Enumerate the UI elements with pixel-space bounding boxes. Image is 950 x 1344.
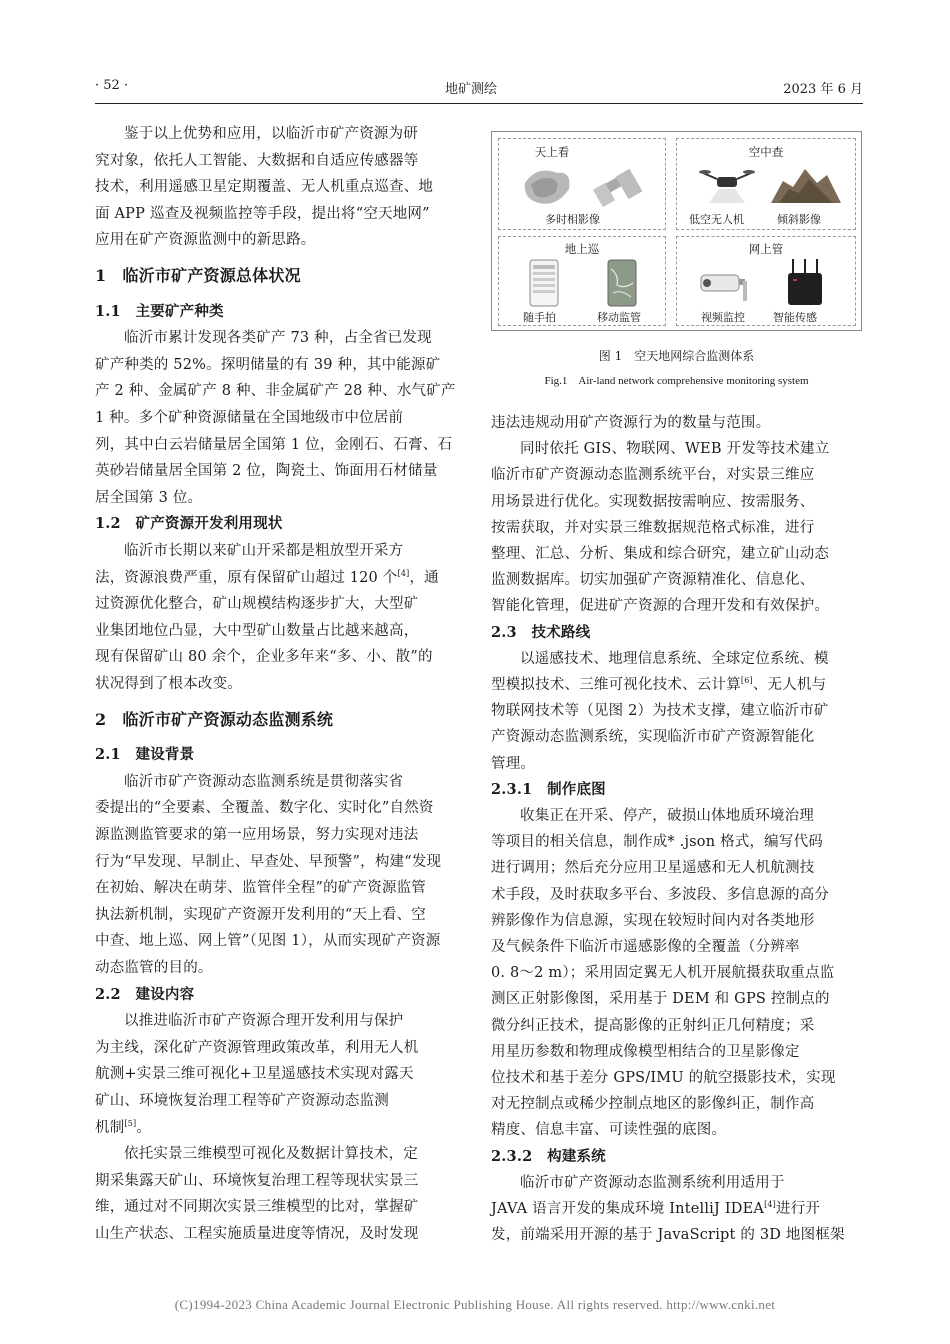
text-line [95, 202, 430, 223]
line-text: 中查、地上巡、网上管”（见图 1），从而实现矿产资源 [95, 933, 441, 950]
text-line [520, 437, 829, 458]
line-text: 进行调用；然后充分应用卫星遥感和无人机航测技 [491, 860, 815, 877]
text-line [491, 752, 535, 773]
line-text: 期采集露天矿山、环境恢复治理工程等现状实景三 [95, 1172, 419, 1189]
header-rule [95, 103, 863, 104]
section-heading [95, 743, 194, 764]
panel-label: 倾斜影像 [777, 213, 821, 226]
figure-1 [491, 131, 862, 331]
section-heading [95, 512, 283, 533]
line-text: 过资源优化整合，矿山规模结构逐步扩大，大型矿 [95, 596, 419, 613]
text-line [95, 1089, 389, 1110]
text-line [520, 1171, 785, 1192]
line-text: 术手段，及时获取多平台、多波段、多信息源的高分 [491, 886, 830, 903]
line-text: 辨影像作为信息源，实现在较短时间内对各类地形 [491, 912, 815, 929]
text-line [491, 1197, 820, 1218]
line-text: 管理。 [491, 755, 536, 772]
text-line [95, 1036, 418, 1057]
line-text: 2.3.2 构建系统 [491, 1147, 606, 1165]
line-text: 监测数据库。切实加强矿产资源精准化、信息化、 [491, 572, 815, 589]
page-number: · 52 · [95, 78, 129, 93]
text-line [95, 406, 403, 427]
line-text-tail: 。 [136, 1119, 152, 1136]
issue-date: 2023 年 6 月 [783, 82, 863, 97]
line-text: 测区正射影像图，采用基于 DEM 和 GPS 控制点的 [491, 991, 830, 1008]
section-heading [491, 621, 590, 642]
line-text: 微分纠正技术，提高影像的正射纠正几何精度；采 [491, 1017, 815, 1034]
line-text: 依托实景三维模型可视化及数据计算技术，定 [124, 1146, 418, 1163]
line-text: 法，资源浪费严重，原有保留矿山超过 120 个 [95, 569, 398, 586]
line-text: 矿产种类的 52%。探明储量的有 39 种，其中能源矿 [95, 356, 441, 373]
text-line [124, 770, 403, 791]
section-heading [95, 300, 224, 321]
terrain-model-icon [769, 163, 843, 207]
text-line [95, 1116, 151, 1137]
text-line [95, 433, 452, 454]
citation-ref[interactable]: [4] [397, 568, 410, 578]
text-line [95, 459, 437, 480]
text-line [95, 228, 316, 249]
line-text: 收集正在开采、停产，破损山体地质环境治理 [520, 808, 814, 824]
text-line [491, 1040, 800, 1061]
line-text: 用星历参数和物理成像模型相结合的卫星影像定 [491, 1043, 800, 1060]
text-line [491, 516, 814, 537]
line-text: 同时依托 GIS、物联网、WEB 开发等技术建立 [520, 441, 830, 458]
text-line [95, 486, 202, 507]
line-text: 现有保留矿山 80 余个，企业多年来“多、小、散”的 [95, 649, 433, 666]
text-line [491, 1223, 845, 1244]
text-line [491, 725, 814, 746]
line-text: 1 临沂市矿产资源总体状况 [95, 266, 301, 285]
text-line [491, 594, 829, 615]
text-line [95, 903, 426, 924]
text-line [95, 956, 213, 977]
line-text: 动态监管的目的。 [95, 960, 213, 976]
text-line [95, 1062, 414, 1083]
text-line [520, 804, 814, 825]
line-text: 究对象，依托人工智能、大数据和自适应传感器等 [95, 152, 419, 169]
line-text: 1 种。多个矿种资源储量在全国地级市中位居前 [95, 410, 404, 426]
text-line [124, 122, 418, 143]
text-line [491, 935, 800, 956]
section-heading [95, 263, 301, 286]
line-text: 航测+实景三维可视化+卫星遥感技术实现对露天 [95, 1066, 414, 1083]
text-line [491, 830, 823, 851]
line-text: 产 2 种、金属矿产 8 种、非金属矿产 28 种、水气矿产 [95, 383, 456, 400]
line-text: 状况得到了根本改变。 [95, 676, 242, 692]
line-text: 矿山、环境恢复治理工程等矿产资源动态监测 [95, 1093, 389, 1109]
panel-sky [498, 138, 666, 230]
text-line [95, 645, 433, 666]
citation-ref[interactable]: [4] [764, 1200, 776, 1210]
line-text-tail: 进行开 [776, 1201, 821, 1217]
text-line [124, 539, 403, 560]
citation-ref[interactable]: [6] [740, 676, 753, 686]
section-heading [491, 1145, 606, 1166]
line-text: 精度、信息丰富、可读性强的底图。 [491, 1122, 727, 1139]
panel-label: 随手拍 [523, 311, 556, 324]
line-text: 临沂市矿产资源动态监测系统利用适用于 [520, 1174, 785, 1191]
section-heading [95, 707, 333, 730]
copyright-footer: (C)1994-2023 China Academic Journal Electronic Publishing House. All rights reserved. http://www.cnki.net [174, 1297, 776, 1312]
line-text: 按需获取，并对实景三维数据规范格式标准，进行 [491, 519, 815, 536]
text-line [95, 850, 441, 871]
line-text: 1.1 主要矿产种类 [95, 302, 224, 320]
line-text: 维，通过对不同期次实景三维模型的比对，掌握矿 [95, 1199, 419, 1216]
line-text: 智能化管理，促进矿产资源的合理开发和有效保护。 [491, 598, 830, 615]
line-text: 2.3 技术路线 [491, 623, 591, 641]
text-line [95, 823, 418, 844]
figure-caption-en: Fig.1 Air-land network comprehensive monitoring system [544, 375, 809, 387]
section-heading [95, 983, 194, 1004]
text-line [491, 542, 829, 563]
line-text: 源监测监管要求的第一应用场景，努力实现对违法 [95, 827, 419, 843]
text-line [491, 568, 814, 589]
drone-icon [699, 167, 755, 205]
line-text: 型模拟技术、三维可视化技术、云计算 [491, 677, 741, 693]
panel-label: 视频监控 [701, 311, 745, 324]
text-line [95, 1195, 418, 1216]
text-line [520, 647, 829, 668]
line-text: 列，其中白云岩储量居全国第 1 位，金刚石、石膏、石 [95, 436, 453, 453]
section-heading [491, 778, 606, 799]
line-text: 技术，利用遥感卫星定期覆盖、无人机重点巡查、地 [95, 179, 434, 196]
text-line [95, 379, 456, 400]
line-text: 对无控制点或稀少控制点地区的影像纠正，制作高 [491, 1096, 815, 1113]
camera-icon [699, 267, 755, 303]
text-line [491, 463, 814, 484]
text-line [491, 856, 814, 877]
line-text: 在初始、解决在萌芽、监管伴全程”的矿产资源监管 [95, 880, 427, 897]
text-line [95, 876, 426, 897]
line-text: 等项目的相关信息，制作成* .json 格式，编写代码 [491, 834, 823, 851]
text-line [124, 1009, 403, 1030]
line-text: 临沂市长期以来矿山开采都是粗放型开采方 [124, 543, 404, 559]
text-line [95, 672, 242, 693]
text-line [95, 929, 440, 950]
text-line [95, 175, 433, 196]
line-text: 临沂市累计发现各类矿产 73 种，占全省已发现 [124, 330, 432, 347]
line-text: 发，前端采用开源的基于 JavaScript 的 3D 地图框架 [491, 1227, 845, 1244]
line-text: JAVA 语言开发的集成环境 IntelliJ IDEA [491, 1201, 765, 1217]
text-line [491, 1118, 726, 1139]
line-text: 以遥感技术、地理信息系统、全球定位系统、模 [520, 650, 829, 667]
text-line [95, 149, 418, 170]
panel-title: 网上管 [748, 242, 784, 256]
line-text: 物联网技术等（见图 2）为技术支撑，建立临沂市矿 [491, 703, 829, 720]
line-text: 整理、汇总、分析、集成和综合研究，建立矿山动态 [491, 546, 830, 562]
text-line [95, 1169, 418, 1190]
line-text: 英砂岩储量居全国第 2 位，陶瓷土、饰面用石材储量 [95, 463, 438, 480]
text-line [95, 619, 418, 640]
figure-caption-cn: 图 1 空天地网综合监测体系 [598, 349, 755, 363]
line-text: 以推进临沂市矿产资源合理开发利用与保护 [124, 1013, 404, 1030]
line-text: 1.2 矿产资源开发利用现状 [95, 515, 283, 533]
line-text: 行为“早发现、早制止、早查处、早预警”，构建“发现 [95, 853, 442, 870]
journal-name: 地矿测绘 [445, 82, 498, 97]
line-text-tail: ，通 [409, 569, 439, 586]
text-line [491, 1014, 814, 1035]
line-text: 0. 8～2 m）；采用固定翼无人机开展航摄获取重点监 [491, 965, 835, 982]
panel-air [676, 138, 856, 230]
panel-label: 多时相影像 [545, 213, 600, 226]
panel-title: 天上看 [534, 145, 570, 159]
text-line [95, 796, 434, 817]
phone-photo-icon [529, 259, 559, 307]
panel-label: 智能传感 [773, 311, 817, 324]
panel-ground [498, 236, 666, 326]
line-text: 2.3.1 制作底图 [491, 780, 606, 798]
text-line [124, 1142, 418, 1163]
line-text: 为主线，深化矿产资源管理政策改革，利用无人机 [95, 1039, 419, 1056]
line-text-tail: 、无人机与 [752, 677, 827, 693]
line-text: 应用在矿产资源监测中的新思路。 [95, 232, 316, 249]
text-line [491, 1092, 814, 1113]
line-text: 执法新机制，实现矿产资源开发利用的“天上看、空 [95, 906, 427, 923]
text-line [95, 566, 439, 587]
panel-label: 低空无人机 [689, 213, 744, 226]
text-line [491, 987, 830, 1008]
text-line [491, 490, 814, 511]
text-line [491, 699, 829, 720]
text-line [491, 883, 829, 904]
text-line [491, 673, 826, 694]
line-text: 及气候条件下临沂市遥感影像的全覆盖（分辨率 [491, 939, 800, 955]
line-text: 委提出的“全要素、全覆盖、数字化、实时化”自然资 [95, 800, 434, 817]
text-line [491, 1066, 836, 1087]
sensor-router-icon [785, 257, 825, 307]
text-line [95, 592, 418, 613]
citation-ref[interactable]: [5] [124, 1118, 137, 1128]
line-text: 临沂市矿产资源动态监测系统平台，对实景三维应 [491, 467, 815, 484]
text-line [124, 326, 432, 347]
text-line [95, 1222, 418, 1243]
line-text: 产资源动态监测系统，实现临沂市矿产资源智能化 [491, 729, 815, 746]
line-text: 机制 [95, 1119, 125, 1136]
line-text: 面 APP 巡查及视频监控等手段，提出将“空天地网” [95, 205, 430, 222]
line-text: 临沂市矿产资源动态监测系统是贯彻落实省 [124, 773, 404, 790]
line-text: 违法违规动用矿产资源行为的数量与范围。 [491, 415, 771, 431]
line-text: 2.2 建设内容 [95, 985, 195, 1003]
line-text: 鉴于以上优势和应用，以临沂市矿产资源为研 [124, 126, 418, 142]
panel-network [676, 236, 856, 326]
text-line [491, 961, 834, 982]
mobile-map-icon [607, 259, 637, 307]
text-line [491, 411, 770, 432]
satellite-map-icon [517, 163, 657, 209]
line-text: 山生产状态、工程实施质量进度等情况，及时发现 [95, 1226, 419, 1242]
running-header [95, 78, 863, 100]
panel-title: 空中查 [748, 145, 784, 159]
line-text: 用场景进行优化。实现数据按需响应、按需服务、 [491, 493, 815, 510]
text-line [491, 909, 814, 930]
line-text: 居全国第 3 位。 [95, 489, 203, 506]
line-text: 2 临沂市矿产资源动态监测系统 [95, 709, 334, 729]
line-text: 业集团地位凸显，大中型矿山数量占比越来越高， [95, 622, 419, 639]
line-text: 2.1 建设背景 [95, 746, 195, 764]
panel-label: 移动监管 [597, 311, 641, 324]
line-text: 位技术和基于差分 GPS/IMU 的航空摄影技术，实现 [491, 1070, 836, 1086]
panel-title: 地上巡 [564, 242, 600, 256]
text-line [95, 353, 440, 374]
